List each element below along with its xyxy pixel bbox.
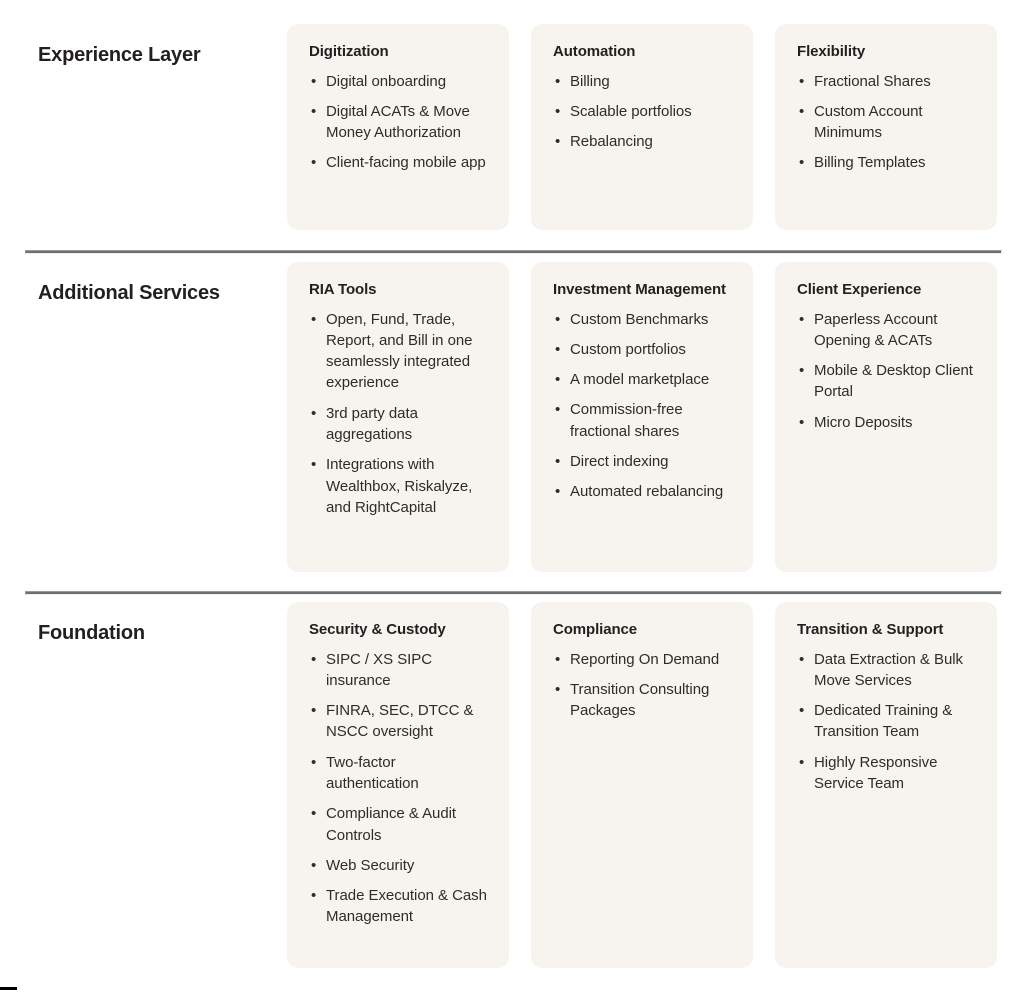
bullet-dot-icon: •	[311, 102, 317, 120]
list-item-label: Reporting On Demand	[570, 650, 720, 668]
layer-row-additional-services	[0, 262, 1024, 572]
list-item-label: Automated rebalancing	[570, 483, 724, 501]
row-label-experience: Experience Layer	[38, 44, 201, 66]
list-item	[553, 679, 731, 722]
card-client-experience	[775, 262, 997, 572]
list-item-label: Mobile & Desktop Client Portal	[814, 362, 973, 401]
list-item-label: A model marketplace	[570, 371, 710, 389]
row-divider-one	[25, 250, 1002, 254]
list-item-label: Commission-free fractional shares	[570, 401, 683, 440]
list-item	[797, 700, 975, 743]
bottom-left-crop-mark	[0, 987, 17, 990]
list-item	[797, 309, 975, 352]
list-item-label: Trade Execution & Cash Management	[326, 887, 487, 926]
list-item-label: Data Extraction & Bulk Move Services	[814, 650, 963, 689]
list-item	[553, 399, 731, 442]
list-item-label: Open, Fund, Trade, Report, and Bill in one seamlessly integrated experience	[326, 310, 473, 392]
list-item-label: Billing	[570, 72, 610, 90]
list-item	[553, 649, 731, 670]
list-item	[309, 152, 487, 173]
bullet-dot-icon: •	[555, 452, 561, 470]
card-bullet-list	[797, 71, 975, 174]
layer-row-experience	[0, 24, 1024, 230]
list-item	[309, 752, 487, 795]
list-item	[797, 752, 975, 795]
bullet-dot-icon: •	[799, 413, 805, 431]
card-bullet-list	[553, 649, 731, 722]
list-item-label: Integrations with Wealthbox, Riskalyze, and RightCapital	[326, 456, 473, 516]
card-group-foundation	[287, 602, 1024, 968]
card-title: Flexibility	[797, 43, 866, 60]
bullet-dot-icon: •	[555, 102, 561, 120]
list-item	[797, 649, 975, 692]
list-item-label: Paperless Account Opening & ACATs	[814, 310, 938, 349]
bullet-dot-icon: •	[555, 680, 561, 698]
list-item-label: Fractional Shares	[814, 72, 931, 90]
list-item-label: Web Security	[326, 856, 415, 874]
list-item	[553, 481, 731, 502]
list-item-label: FINRA, SEC, DTCC & NSCC oversight	[326, 702, 474, 741]
card-bullet-list	[797, 649, 975, 795]
list-item	[309, 885, 487, 928]
list-item	[797, 360, 975, 403]
row-label-additional-services: Additional Services	[38, 282, 220, 304]
bullet-dot-icon: •	[555, 340, 561, 358]
bullet-dot-icon: •	[799, 102, 805, 120]
list-item-label: Custom portfolios	[570, 340, 686, 358]
bullet-dot-icon: •	[799, 753, 805, 771]
list-item	[309, 855, 487, 876]
list-item-label: 3rd party data aggregations	[326, 404, 418, 443]
list-item	[309, 454, 487, 518]
list-item-label: Digital onboarding	[326, 72, 447, 90]
list-item-label: Billing Templates	[814, 154, 926, 172]
list-item	[797, 412, 975, 433]
card-investment-management	[531, 262, 753, 572]
list-item	[553, 451, 731, 472]
list-item	[309, 649, 487, 692]
card-security-and-custody	[287, 602, 509, 968]
bullet-dot-icon: •	[555, 72, 561, 90]
list-item-label: Digital ACATs & Move Money Authorization	[326, 102, 470, 142]
row-label-foundation: Foundation	[38, 622, 145, 644]
list-item-label: Dedicated Training & Transition Team	[814, 702, 953, 741]
bullet-dot-icon: •	[311, 310, 317, 328]
list-item-label: Client-facing mobile app	[326, 154, 486, 172]
card-bullet-list	[309, 71, 487, 174]
bullet-dot-icon: •	[555, 133, 561, 151]
list-item-label: Micro Deposits	[814, 413, 913, 431]
card-title: Digitization	[309, 43, 389, 60]
bullet-dot-icon: •	[799, 702, 805, 720]
bullet-dot-icon: •	[555, 371, 561, 389]
card-automation	[531, 24, 753, 230]
card-title: Client Experience	[797, 281, 922, 298]
bullet-dot-icon: •	[311, 456, 317, 474]
list-item	[309, 403, 487, 446]
card-ria-tools	[287, 262, 509, 572]
bullet-dot-icon: •	[799, 310, 805, 328]
card-title: Security & Custody	[309, 621, 446, 638]
bullet-dot-icon: •	[799, 362, 805, 380]
list-item	[309, 101, 487, 144]
list-item	[553, 71, 731, 92]
bullet-dot-icon: •	[311, 753, 317, 771]
list-item-label: Direct indexing	[570, 452, 669, 470]
bullet-dot-icon: •	[311, 856, 317, 874]
list-item-label: Scalable portfolios	[570, 102, 692, 120]
card-title: Investment Management	[553, 281, 726, 298]
card-title: RIA Tools	[309, 281, 377, 298]
card-flexibility	[775, 24, 997, 230]
list-item-label: Custom Benchmarks	[570, 310, 709, 328]
list-item	[553, 131, 731, 152]
list-item	[309, 803, 487, 846]
card-bullet-list	[309, 309, 487, 519]
card-title: Compliance	[553, 621, 638, 638]
bullet-dot-icon: •	[799, 650, 805, 668]
bullet-dot-icon: •	[555, 401, 561, 419]
list-item	[553, 369, 731, 390]
card-group-experience	[287, 24, 1024, 230]
bullet-dot-icon: •	[799, 154, 805, 172]
list-item-label: Custom Account Minimums	[814, 102, 923, 142]
list-item	[797, 101, 975, 144]
list-item	[553, 339, 731, 360]
list-item-label: Two-factor authentication	[326, 753, 419, 792]
bullet-dot-icon: •	[555, 310, 561, 328]
list-item	[797, 71, 975, 92]
card-group-additional-services	[287, 262, 1024, 572]
bullet-dot-icon: •	[311, 72, 317, 90]
layer-row-foundation	[0, 602, 1024, 968]
list-item	[553, 101, 731, 122]
list-item	[309, 309, 487, 394]
list-item-label: Compliance & Audit Controls	[326, 805, 457, 844]
bullet-dot-icon: •	[555, 483, 561, 501]
card-bullet-list	[797, 309, 975, 433]
card-bullet-list	[553, 309, 731, 503]
bullet-dot-icon: •	[311, 154, 317, 172]
bullet-dot-icon: •	[311, 887, 317, 905]
list-item	[309, 700, 487, 743]
row-divider-two	[25, 591, 1002, 595]
card-bullet-list	[553, 71, 731, 153]
list-item	[797, 152, 975, 173]
bullet-dot-icon: •	[311, 702, 317, 720]
card-digitization	[287, 24, 509, 230]
bullet-dot-icon: •	[799, 72, 805, 90]
card-title: Transition & Support	[797, 621, 944, 638]
card-bullet-list	[309, 649, 487, 928]
list-item-label: SIPC / XS SIPC insurance	[326, 650, 432, 689]
list-item	[553, 309, 731, 330]
card-compliance	[531, 602, 753, 968]
bullet-dot-icon: •	[311, 404, 317, 422]
list-item-label: Highly Responsive Service Team	[814, 753, 938, 792]
list-item-label: Rebalancing	[570, 133, 653, 151]
list-item	[309, 71, 487, 92]
bullet-dot-icon: •	[311, 805, 317, 823]
card-transition-and-support	[775, 602, 997, 968]
bullet-dot-icon: •	[555, 650, 561, 668]
card-title: Automation	[553, 43, 636, 60]
list-item-label: Transition Consulting Packages	[570, 680, 710, 720]
bullet-dot-icon: •	[311, 650, 317, 668]
